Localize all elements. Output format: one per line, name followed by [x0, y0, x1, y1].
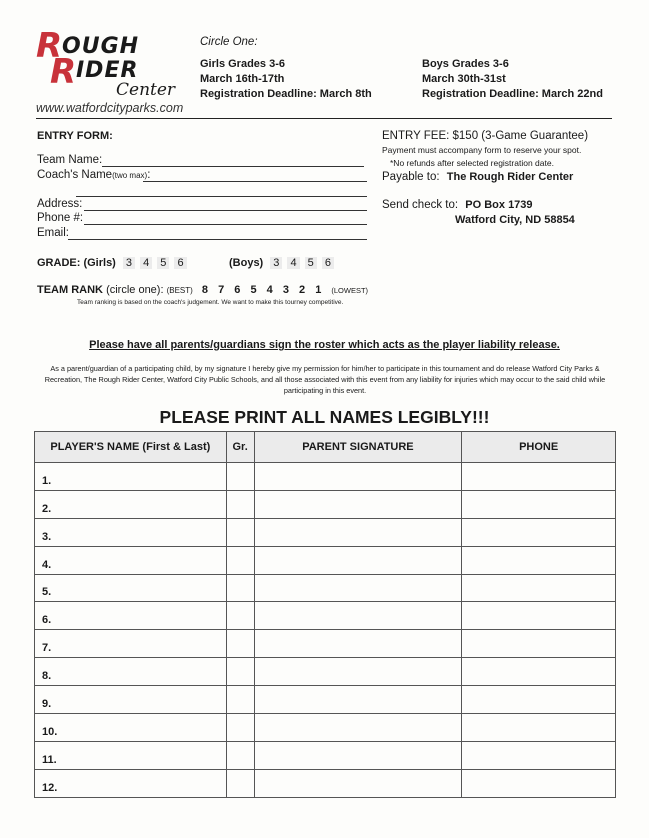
- team-name-field[interactable]: [102, 166, 364, 167]
- liability-text: As a parent/guardian of a participating child, by my signature I hereby give my permission for him/her to participate in this tournament and do release Watford City Parks & Recreation, The Rough Rider Center, Watford City Public Schools, and all those associated with this event from any liability for injuries which may occur to the said child while participating in this event.: [44, 364, 606, 395]
- payable-label: Payable to:: [382, 171, 440, 183]
- signature-cell[interactable]: [254, 658, 462, 686]
- header-player-name: PLAYER'S NAME (First & Last): [35, 432, 227, 463]
- grade-cell[interactable]: [226, 686, 254, 714]
- phone-cell[interactable]: [462, 490, 616, 518]
- logo-r-bottom: R: [50, 52, 77, 92]
- phone-cell[interactable]: [462, 769, 616, 797]
- phone-cell[interactable]: [462, 658, 616, 686]
- team-rank-circle: (circle one):: [106, 284, 164, 296]
- row-number[interactable]: 9.: [35, 686, 227, 714]
- header-grade: Gr.: [226, 432, 254, 463]
- signature-cell[interactable]: [254, 686, 462, 714]
- table-row: [35, 686, 616, 714]
- table-row: [35, 741, 616, 769]
- phone-cell[interactable]: [462, 686, 616, 714]
- rank-note: Team ranking is based on the coach's judgement. We want to make this tourney competitive.: [77, 299, 344, 306]
- row-number[interactable]: 11.: [35, 741, 227, 769]
- table-row: [35, 658, 616, 686]
- grade-cell[interactable]: [226, 630, 254, 658]
- signature-cell[interactable]: [254, 490, 462, 518]
- grade-girls-6[interactable]: 6: [174, 257, 186, 269]
- payable-to: [382, 171, 573, 183]
- row-number[interactable]: 5.: [35, 574, 227, 602]
- signature-cell[interactable]: [254, 714, 462, 742]
- rank-lowest: (LOWEST): [331, 286, 369, 295]
- signature-cell[interactable]: [254, 574, 462, 602]
- entry-form-title: ENTRY FORM:: [37, 130, 113, 142]
- girls-dates: March 16th-17th: [200, 73, 285, 85]
- signature-cell[interactable]: [254, 546, 462, 574]
- grade-cell[interactable]: [226, 714, 254, 742]
- row-number[interactable]: 1.: [35, 463, 227, 491]
- grade-cell[interactable]: [226, 574, 254, 602]
- email-field[interactable]: [68, 239, 367, 240]
- coach-name-label: [37, 169, 150, 181]
- phone-cell[interactable]: [462, 602, 616, 630]
- coach-name-field-2[interactable]: [76, 196, 367, 197]
- signature-cell[interactable]: [254, 769, 462, 797]
- coach-name-note: (two max): [112, 171, 148, 180]
- row-number[interactable]: 3.: [35, 518, 227, 546]
- phone-cell[interactable]: [462, 574, 616, 602]
- signature-cell[interactable]: [254, 518, 462, 546]
- send-label: Send check to:: [382, 199, 459, 211]
- signature-cell[interactable]: [254, 463, 462, 491]
- circle-one-label: Circle One:: [200, 36, 258, 48]
- rank-7[interactable]: 7: [218, 284, 225, 296]
- table-row: [35, 630, 616, 658]
- roster-header-row: [35, 432, 616, 463]
- table-row: [35, 518, 616, 546]
- row-number[interactable]: 6.: [35, 602, 227, 630]
- team-rank-row: [37, 284, 368, 296]
- grade-girls-5[interactable]: 5: [157, 257, 169, 269]
- row-number[interactable]: 7.: [35, 630, 227, 658]
- grade-boys-3[interactable]: 3: [270, 257, 282, 269]
- row-number[interactable]: 2.: [35, 490, 227, 518]
- rank-5[interactable]: 5: [250, 284, 257, 296]
- table-row: [35, 714, 616, 742]
- table-row: [35, 546, 616, 574]
- rank-2[interactable]: 2: [299, 284, 306, 296]
- grade-row: [37, 257, 189, 269]
- grade-cell[interactable]: [226, 741, 254, 769]
- header-parent-signature: PARENT SIGNATURE: [254, 432, 462, 463]
- row-number[interactable]: 12.: [35, 769, 227, 797]
- grade-cell[interactable]: [226, 658, 254, 686]
- print-heading: PLEASE PRINT ALL NAMES LEGIBLY!!!: [159, 407, 490, 427]
- rank-3[interactable]: 3: [282, 284, 289, 296]
- boys-dates: March 30th-31st: [422, 73, 506, 85]
- phone-cell[interactable]: [462, 714, 616, 742]
- signature-cell[interactable]: [254, 630, 462, 658]
- rank-8[interactable]: 8: [201, 284, 209, 296]
- grade-girls-4[interactable]: 4: [140, 257, 152, 269]
- row-number[interactable]: 4.: [35, 546, 227, 574]
- roster-table: [34, 431, 616, 798]
- logo-r-top: R: [36, 26, 63, 66]
- grade-label: GRADE:: [37, 257, 81, 269]
- phone-label: Phone #:: [37, 212, 84, 224]
- email-label: Email:: [37, 227, 69, 239]
- payable-value: The Rough Rider Center: [446, 171, 574, 183]
- phone-cell[interactable]: [462, 463, 616, 491]
- refund-note: *No refunds after selected registration date.: [390, 158, 554, 168]
- girls-grades: Girls Grades 3-6: [200, 58, 285, 70]
- rank-1[interactable]: 1: [315, 284, 322, 296]
- logo-line3: Center: [116, 80, 176, 100]
- signature-cell[interactable]: [254, 741, 462, 769]
- grade-cell[interactable]: [226, 463, 254, 491]
- phone-cell[interactable]: [462, 518, 616, 546]
- grade-boys-label: (Boys): [229, 257, 264, 269]
- rank-6[interactable]: 6: [234, 284, 241, 296]
- coach-colon: :: [147, 169, 151, 181]
- rank-best: (BEST): [166, 286, 193, 295]
- header-divider: [36, 118, 612, 119]
- logo-line2: IDER: [76, 58, 139, 83]
- coach-name-field[interactable]: [143, 181, 367, 182]
- parents-heading: Please have all parents/guardians sign the roster which acts as the player liability release.: [89, 339, 560, 351]
- table-row: [35, 602, 616, 630]
- rank-4[interactable]: 4: [266, 284, 273, 296]
- phone-field[interactable]: [84, 224, 367, 225]
- coach-name-text: Coach's Name: [37, 169, 113, 181]
- grade-cell[interactable]: [226, 602, 254, 630]
- logo-line1: OUGH: [62, 34, 140, 59]
- send-line2: Watford City, ND 58854: [455, 214, 575, 226]
- grade-boys-4[interactable]: 4: [287, 257, 299, 269]
- table-row: [35, 463, 616, 491]
- grade-girls-3[interactable]: 3: [123, 257, 135, 269]
- header-phone: PHONE: [462, 432, 616, 463]
- row-number[interactable]: 10.: [35, 714, 227, 742]
- phone-cell[interactable]: [462, 630, 616, 658]
- phone-cell[interactable]: [462, 546, 616, 574]
- team-rank-label: TEAM RANK: [37, 284, 103, 296]
- grade-cell[interactable]: [226, 518, 254, 546]
- address-field[interactable]: [84, 210, 367, 211]
- payment-note: Payment must accompany form to reserve your spot.: [382, 145, 582, 155]
- grade-cell[interactable]: [226, 546, 254, 574]
- grade-girls-label: (Girls): [83, 257, 116, 269]
- boys-deadline: Registration Deadline: March 22nd: [422, 88, 603, 100]
- signature-cell[interactable]: [254, 602, 462, 630]
- grade-boys-5[interactable]: 5: [305, 257, 317, 269]
- grade-boys-row: [229, 257, 336, 269]
- table-row: [35, 769, 616, 797]
- grade-cell[interactable]: [226, 490, 254, 518]
- grade-cell[interactable]: [226, 769, 254, 797]
- address-label: Address:: [37, 198, 83, 210]
- entry-fee-title: ENTRY FEE: $150 (3-Game Guarantee): [382, 130, 589, 142]
- send-check: [382, 199, 533, 211]
- website-url: www.watfordcityparks.com: [36, 101, 184, 115]
- table-row: [35, 490, 616, 518]
- row-number[interactable]: 8.: [35, 658, 227, 686]
- table-row: [35, 574, 616, 602]
- send-line1: PO Box 1739: [465, 199, 533, 211]
- phone-cell[interactable]: [462, 741, 616, 769]
- boys-grades: Boys Grades 3-6: [422, 58, 509, 70]
- grade-boys-6[interactable]: 6: [322, 257, 334, 269]
- team-name-label: Team Name:: [37, 154, 103, 166]
- girls-deadline: Registration Deadline: March 8th: [200, 88, 372, 100]
- logo: [36, 26, 176, 106]
